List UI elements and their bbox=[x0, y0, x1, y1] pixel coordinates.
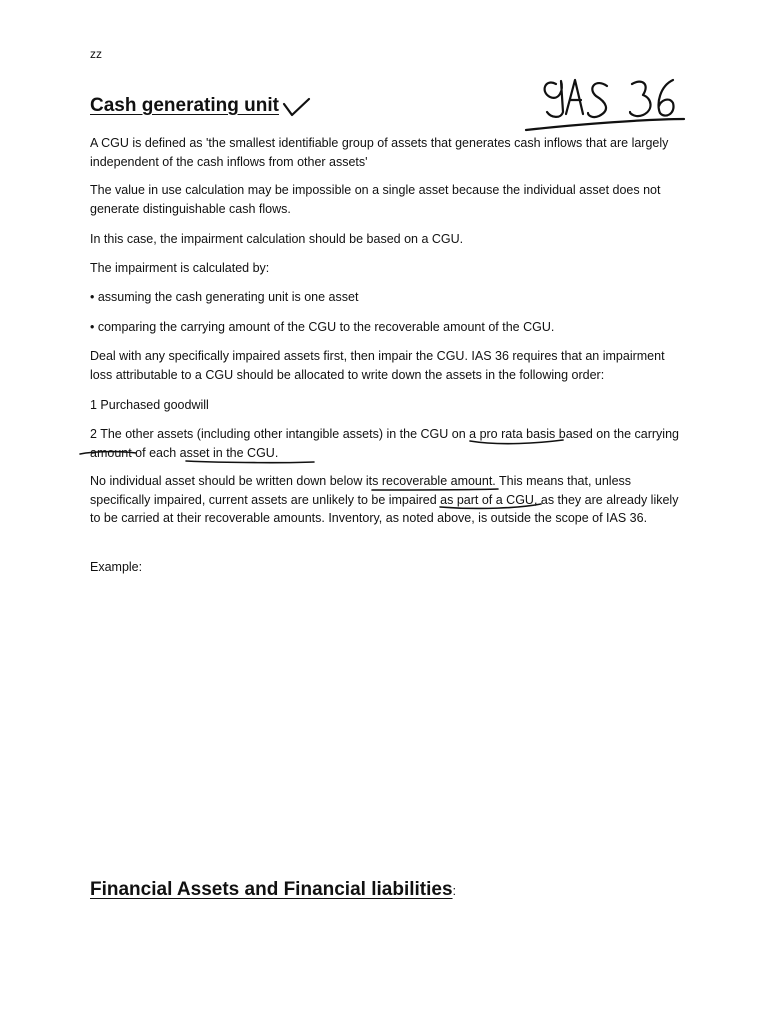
list-item-purchased-goodwill: 1 Purchased goodwill bbox=[90, 398, 209, 412]
paragraph-cgu-definition: A CGU is defined as 'the smallest identifiable group of assets that generates cash inflows that are largely independent of the cash inflows from other assets' bbox=[90, 136, 669, 169]
bullet-item-one-asset: • assuming the cash generating unit is one asset bbox=[90, 290, 359, 304]
page-header: zz bbox=[90, 47, 102, 61]
paragraph-based-on-cgu: In this case, the impairment calculation should be based on a CGU. bbox=[90, 232, 464, 246]
list-item-other-assets: 2 The other assets (including other intangible assets) in the CGU on a pro rata basis based on the carrying amount of each asset in the CGU. bbox=[90, 427, 679, 460]
paragraph-allocation-order: Deal with any specifically impaired assets first, then impair the CGU. IAS 36 requires that an impairment loss attributable to a CGU should be allocated to write down the assets in the following order: bbox=[90, 349, 665, 382]
paragraph-value-in-use: The value in use calculation may be impossible on a single asset because the individual asset does not generate distinguishable cash flows. bbox=[90, 183, 661, 216]
paragraph-impairment-calculated: The impairment is calculated by: bbox=[90, 261, 270, 275]
handwritten-ias-36-note bbox=[526, 80, 684, 130]
checkmark-icon bbox=[284, 99, 309, 115]
bullet-item-comparing: • comparing the carrying amount of the CGU to the recoverable amount of the CGU. bbox=[90, 320, 555, 334]
paragraph-recoverable-amount: No individual asset should be written down below its recoverable amount. This means that, unless specifically impaired, current assets are unlikely to be impaired as part of a CGU, as they are already likely to be carried at their recoverable amounts. Inventory, as noted above, is outside the scope of IAS 36. bbox=[90, 474, 679, 525]
paragraph-example-label: Example: bbox=[90, 560, 143, 574]
section-title-text: Financial Assets and Financial liabilities bbox=[90, 879, 453, 900]
section-title-cash-generating-unit: Cash generating unit bbox=[90, 95, 279, 116]
section-title-financial-assets bbox=[90, 879, 456, 901]
section-title-colon: : bbox=[452, 883, 457, 898]
